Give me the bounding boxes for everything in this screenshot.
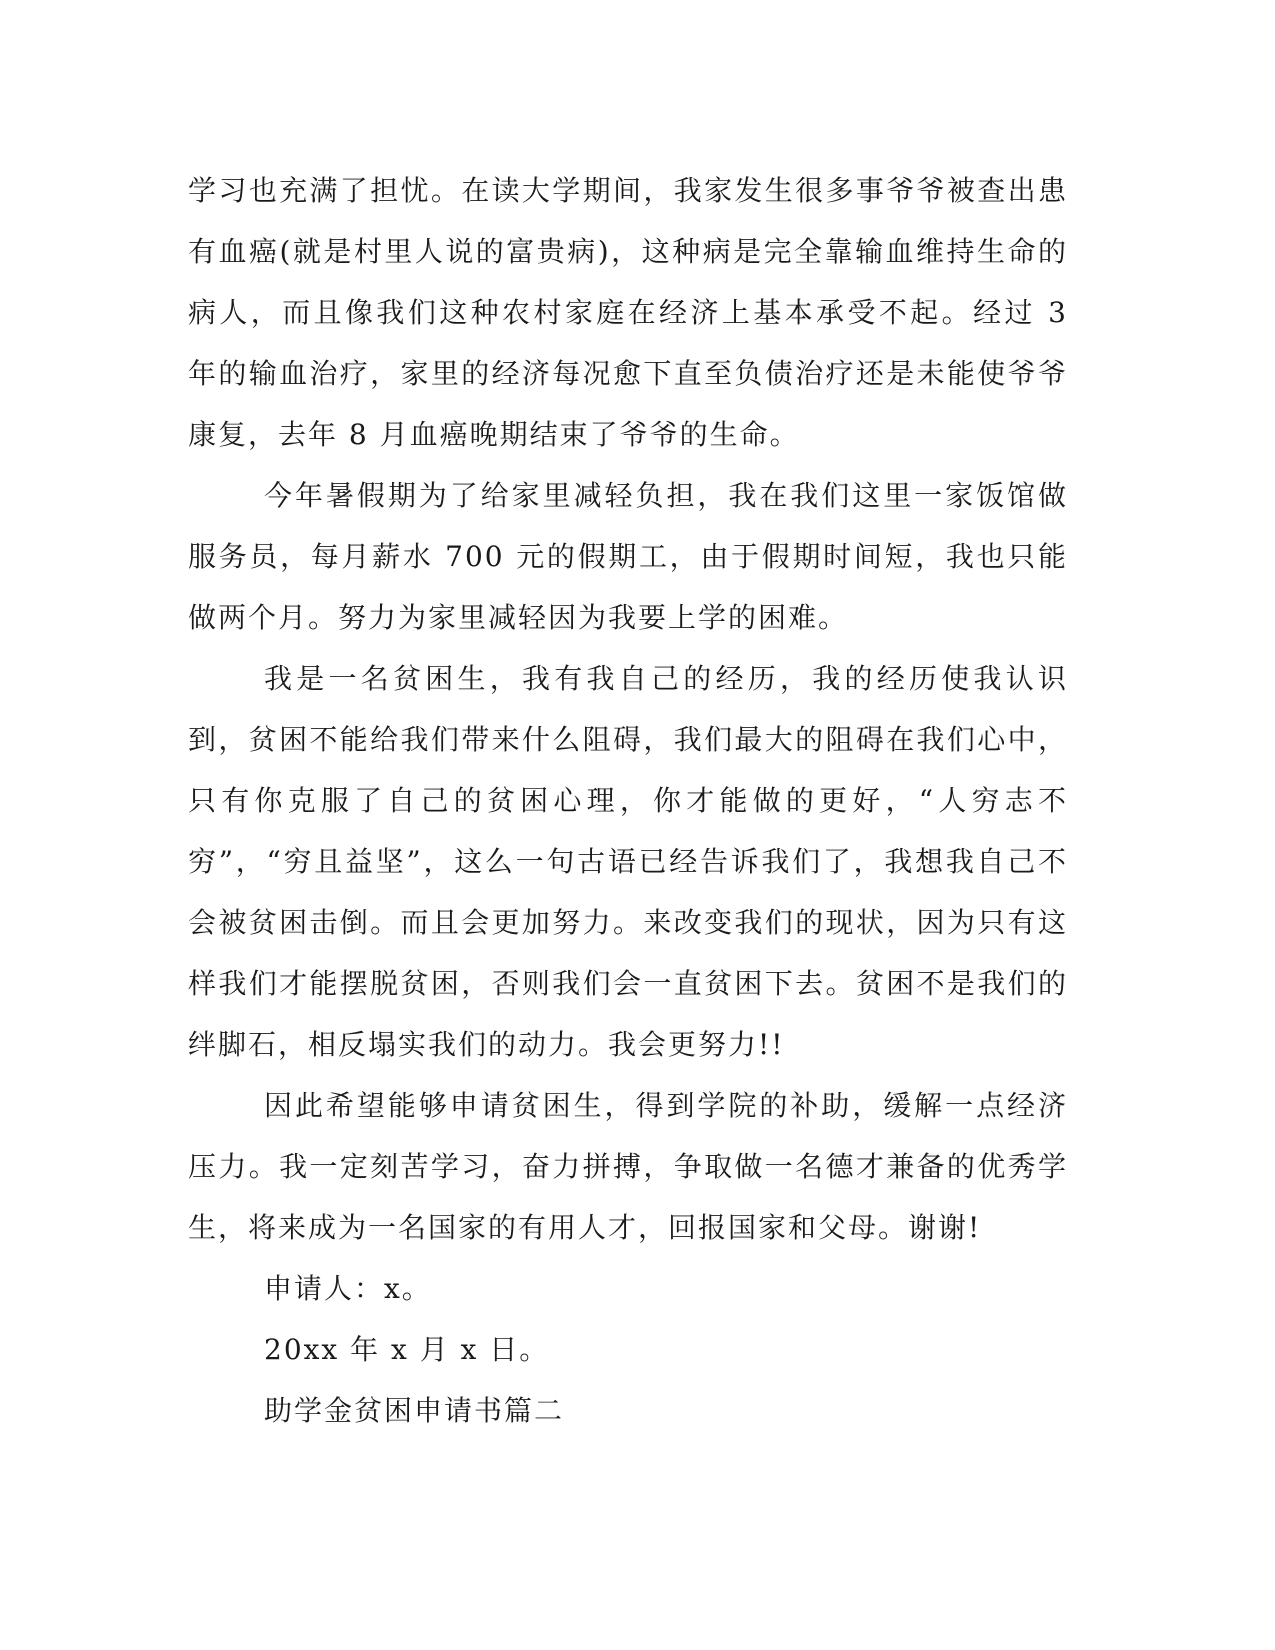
paragraph-continuation: 学习也充满了担忧。在读大学期间，我家发生很多事爷爷被查出患有血癌(就是村里人说的富贵病)，这种病是完全靠输血维持生命的病人，而且像我们这种农村家庭在经济上基本承受不起。经过 3 年的输血治疗，家里的经济每况愈下直至负债治疗还是未能使爷爷康复，去年 8 月血癌晚期结束了爷爷的生命。 bbox=[188, 174, 1068, 451]
paragraph-summer-job: 今年暑假期为了给家里减轻负担，我在我们这里一家饭馆做服务员，每月薪水 700 元的假期工，由于假期时间短，我也只能做两个月。努力为家里减轻因为我要上学的困难。 bbox=[188, 479, 1068, 634]
document-body bbox=[188, 160, 1068, 1441]
paragraph-poverty-reflection: 我是一名贫困生，我有我自己的经历，我的经历使我认识到，贫困不能给我们带来什么阻碍，我们最大的阻碍在我们心中，只有你克服了自己的贫困心理，你才能做的更好，“人穷志不穷”，“穷且益坚”，这么一句古语已经告诉我们了，我想我自己不会被贫困击倒。而且会更加努力。来改变我们的现状，因为只有这样我们才能摆脱贫困，否则我们会一直贫困下去。贫困不是我们的绊脚石，相反塌实我们的动力。我会更努力!! bbox=[188, 662, 1068, 1061]
next-section-title: 助学金贫困申请书篇二 bbox=[264, 1394, 565, 1427]
applicant-line: 申请人：x。 bbox=[264, 1272, 432, 1305]
date-line: 20xx 年 x 月 x 日。 bbox=[264, 1333, 550, 1366]
paragraph-request: 因此希望能够申请贫困生，得到学院的补助，缓解一点经济压力。我一定刻苦学习，奋力拼搏，争取做一名德才兼备的优秀学生，将来成为一名国家的有用人才，回报国家和父母。谢谢! bbox=[188, 1089, 1068, 1244]
